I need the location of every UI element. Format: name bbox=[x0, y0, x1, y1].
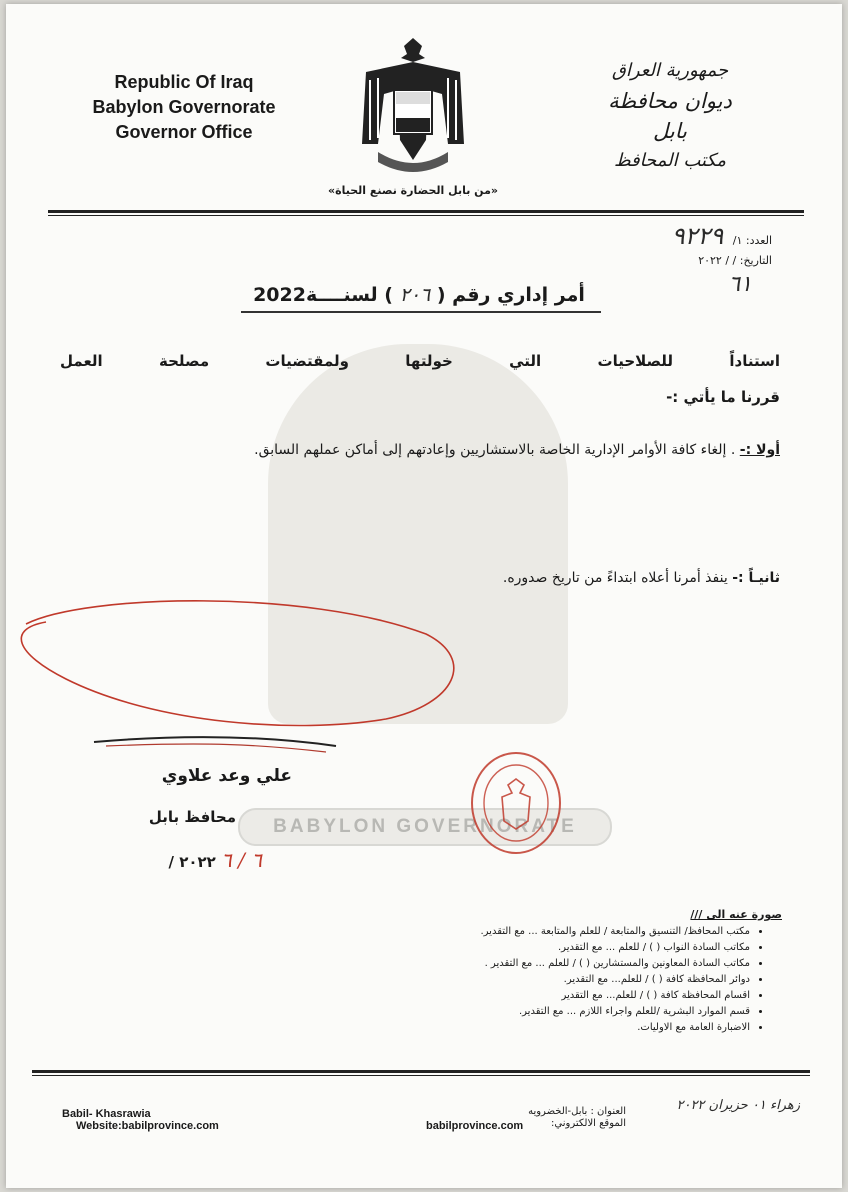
signature-date bbox=[168, 848, 262, 872]
english-letterhead bbox=[64, 70, 304, 145]
footer-location: Babil- Khasrawia bbox=[62, 1108, 151, 1120]
arabic-governorate-line: ديوان محافظة بابل bbox=[608, 89, 732, 143]
list-item: • مكتب المحافظ/ التنسيق والمتابعة / للعلم والمتابعة ... مع التقدير. bbox=[330, 924, 750, 940]
item-second-label: ثانيـاً :- bbox=[732, 570, 780, 586]
country-line: Republic Of Iraq bbox=[114, 72, 254, 92]
header-divider bbox=[48, 210, 804, 213]
list-item: • دوائر المحافظة كافة ( ) / للعلم... مع التقدير. bbox=[330, 972, 750, 988]
signatory-title: محافظ بابل bbox=[148, 808, 236, 826]
footer-site-url: babilprovince.com bbox=[426, 1120, 524, 1132]
list-item: • قسم الموارد البشرية /للعلم واجراء اللازم ... مع التقدير. bbox=[330, 1004, 750, 1020]
handwritten-day: ٦١ bbox=[728, 272, 752, 297]
copy-to-list bbox=[330, 924, 764, 1036]
list-item: • مكاتب السادة النواب ( ) / للعلم ... مع التقدير. bbox=[330, 940, 750, 956]
order-number: ٢٠٦ bbox=[399, 284, 431, 306]
date-value: / ٢٠٢٢ bbox=[698, 254, 730, 267]
header-divider-thin bbox=[48, 215, 804, 216]
footer-handwritten-date: زهراء ٠١ حزيران ٢٠٢٢ bbox=[676, 1098, 800, 1113]
document-page bbox=[6, 4, 842, 1188]
official-seal-stamp bbox=[468, 749, 568, 859]
footer-website: Website:babilprovince.com bbox=[76, 1120, 219, 1132]
document-date bbox=[698, 254, 772, 267]
iraq-eagle-emblem-icon bbox=[358, 32, 468, 180]
governorate-watermark-band: BABYLON GOVERNORATE bbox=[238, 808, 612, 846]
date-label: التاريخ: / bbox=[732, 254, 772, 267]
item-first-text: . إلغاء كافة الأوامر الإدارية الخاصة بالاستشاريين وإعادتهم إلى أماكن عملهم السابق. bbox=[254, 442, 736, 458]
signature-date-handwritten: ٦ / ٦ bbox=[221, 848, 262, 872]
footer-ar-address: العنوان : بابل-الخضرويه bbox=[528, 1106, 626, 1117]
handwritten-signature bbox=[6, 594, 476, 764]
motto: «من بابل الحضارة نصنع الحياة» bbox=[328, 184, 498, 197]
title-suffix: ) لسنــــة2022 bbox=[253, 284, 393, 306]
arabic-country-line: جمهورية العراق bbox=[611, 60, 729, 81]
reference-number bbox=[672, 222, 772, 250]
preamble: استناداً للصلاحيات التي خولتها ولمقتضيات مصلحة العمل bbox=[60, 352, 780, 370]
list-item: • اقسام المحافظة كافة ( ) / للعلم... مع التقدير bbox=[330, 988, 750, 1004]
resolution-line: قررنا ما يأتي :- bbox=[666, 388, 780, 406]
signatory-name: علي وعد علاوي bbox=[161, 766, 292, 786]
signature-date-year: ٢٠٢٢ / bbox=[168, 853, 216, 871]
arabic-office-line: مكتب المحافظ bbox=[613, 150, 727, 171]
item-second-text: ينفذ أمرنا أعلاه ابتداءً من تاريخ صدوره. bbox=[502, 570, 728, 586]
footer-address-en bbox=[62, 1108, 219, 1132]
arabic-letterhead bbox=[590, 56, 750, 176]
order-title bbox=[234, 284, 604, 306]
copy-to-heading: صورة عنه الى /// bbox=[690, 908, 782, 921]
item-first bbox=[60, 438, 780, 462]
list-item: • الاضبارة العامة مع الاوليات. bbox=[330, 1020, 750, 1036]
footer-ar-email-label: الموقع الالكتروني: bbox=[551, 1118, 626, 1129]
item-second bbox=[503, 570, 780, 586]
governorate-line: Babylon Governorate bbox=[92, 97, 276, 117]
title-prefix: أمر إداري رقم ( bbox=[436, 284, 585, 306]
ref-value: ٩٢٢٩ bbox=[671, 222, 724, 250]
footer-divider bbox=[32, 1070, 810, 1073]
office-line: Governor Office bbox=[115, 122, 253, 142]
title-underline bbox=[241, 311, 601, 313]
footer-divider-thin bbox=[32, 1075, 810, 1076]
list-item: • مكاتب السادة المعاونين والمستشارين ( ) / للعلم ... مع التقدير . bbox=[330, 956, 750, 972]
ref-label: العدد: ١/ bbox=[732, 234, 772, 247]
item-first-label: أولا :- bbox=[739, 442, 780, 458]
